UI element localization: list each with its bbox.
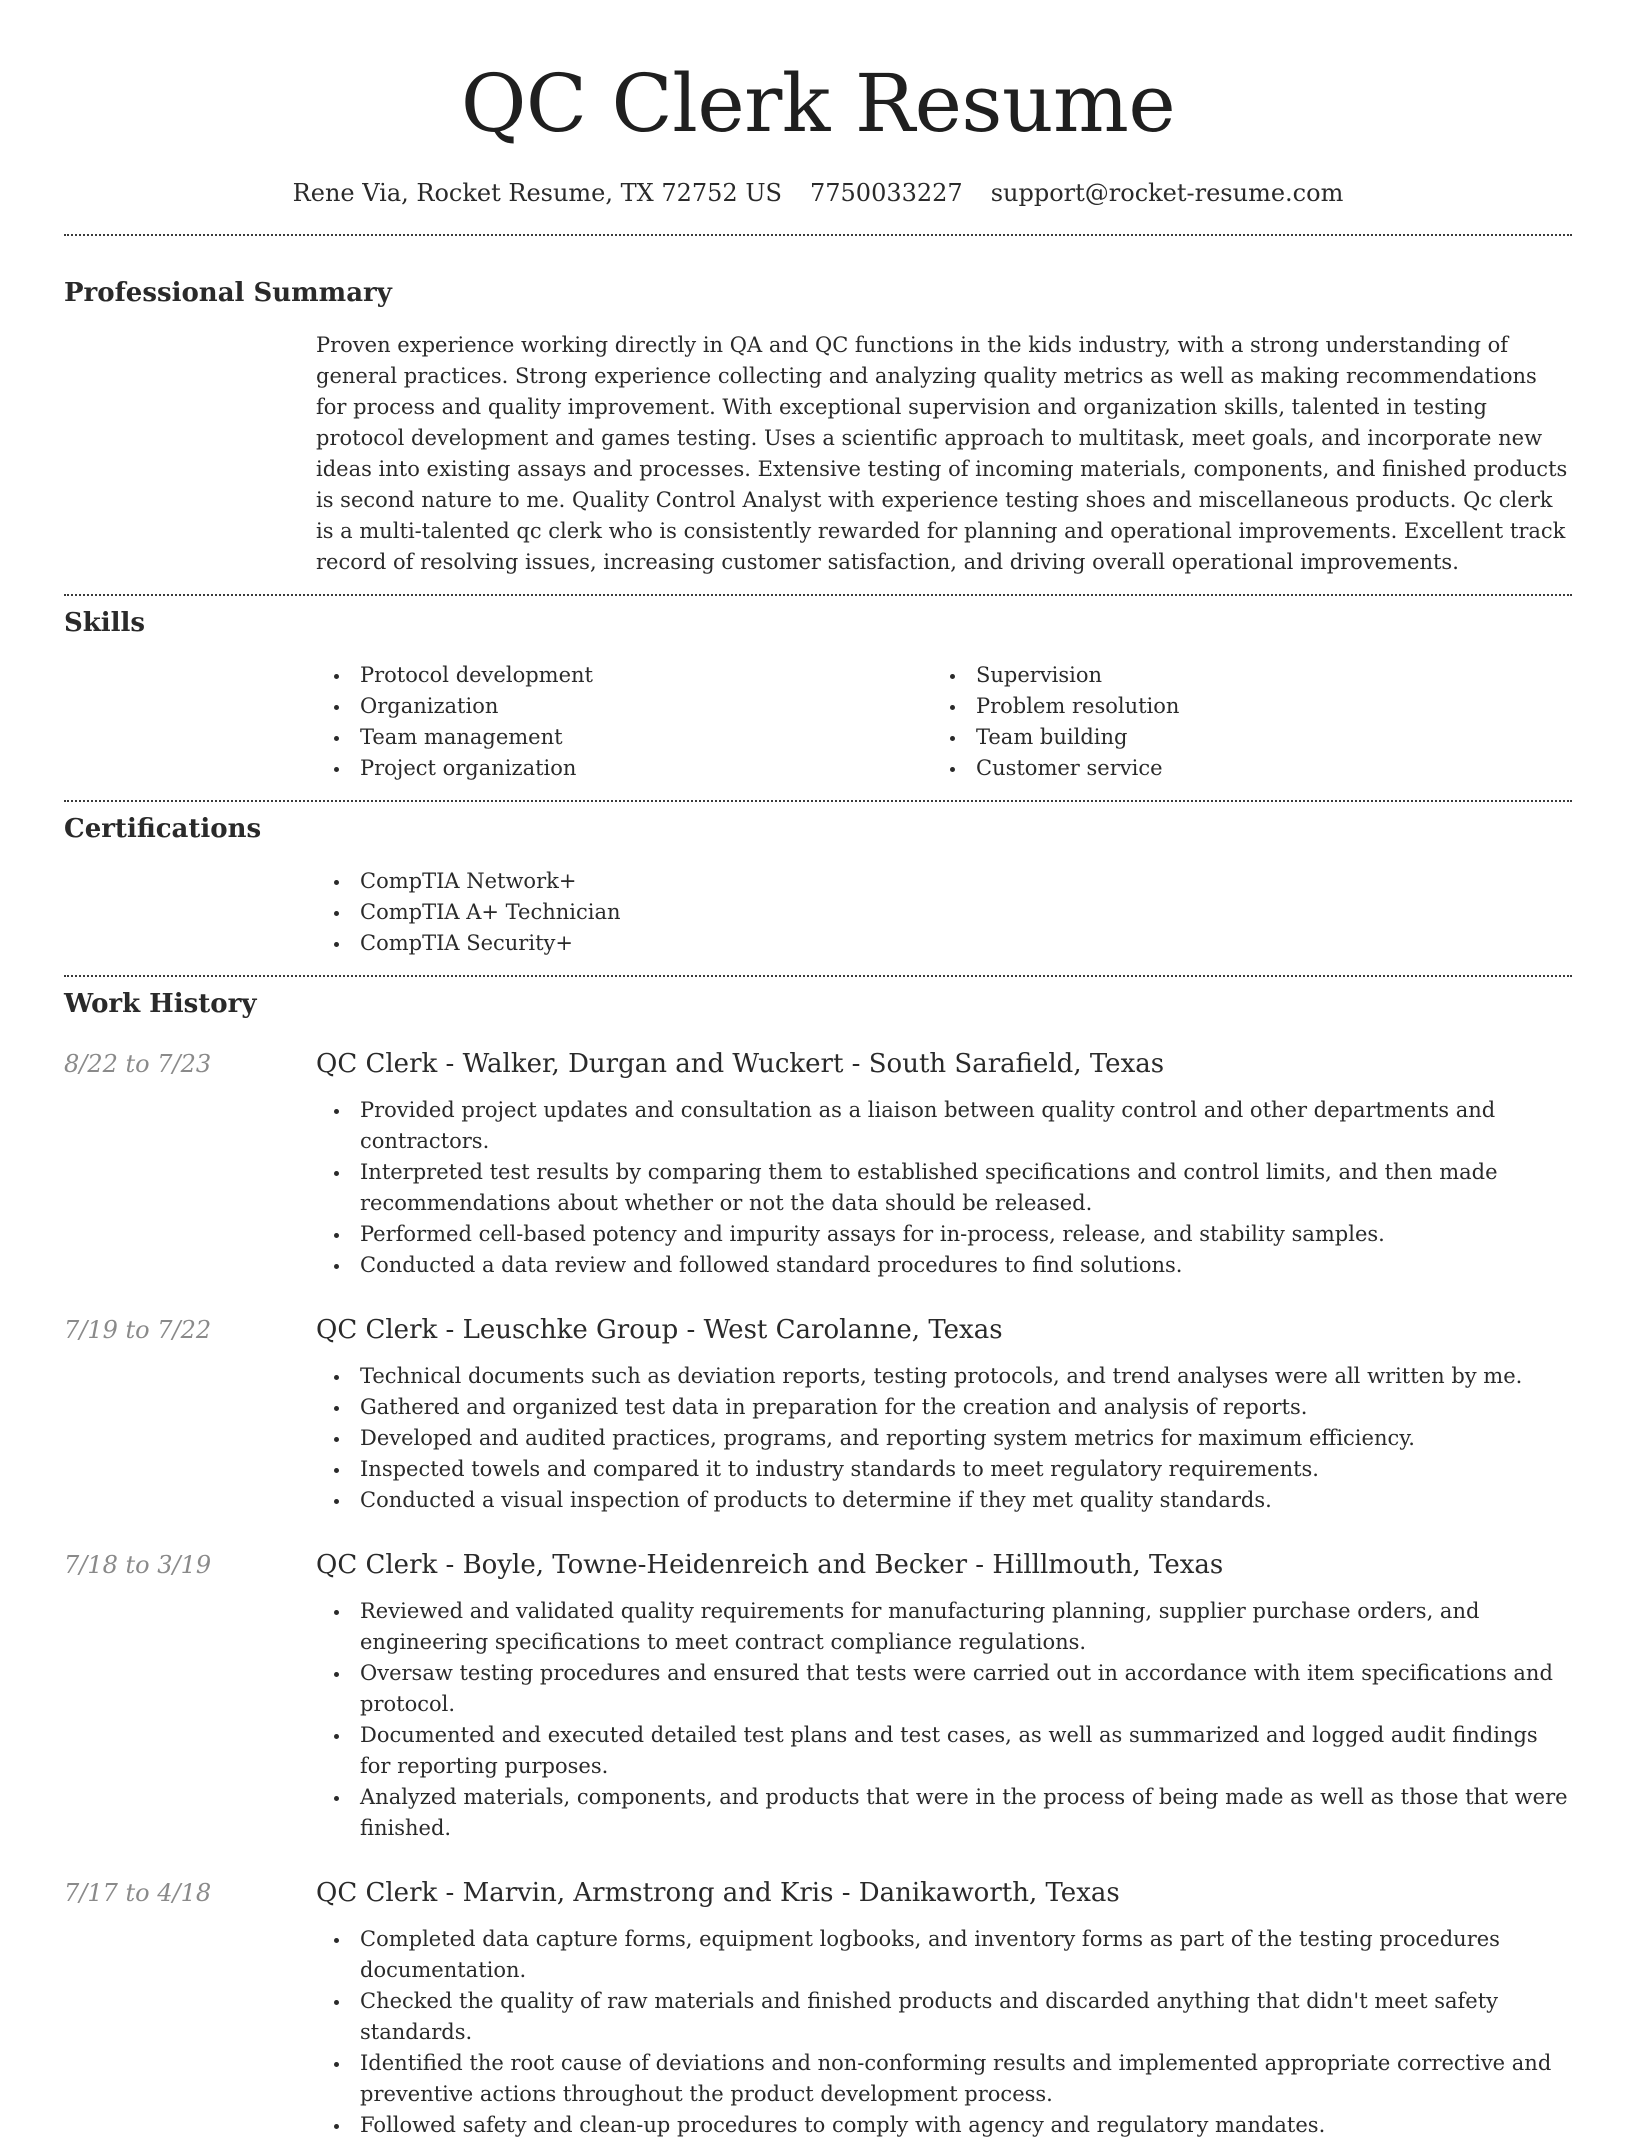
job-title: QC Clerk - Walker, Durgan and Wuckert - South Sarafield, Texas (316, 1049, 1165, 1079)
job-bullet: Interpreted test results by comparing them to established specifications and control limits, and then made recommendations about whether or not the data should be released. (316, 1157, 1572, 1219)
skill-item: Protocol development (316, 660, 932, 691)
job-bullets (316, 1596, 1572, 1844)
job-details (316, 1548, 1572, 1844)
job-entry (64, 1047, 1572, 1281)
job-bullet: Followed safety and clean-up procedures to comply with agency and regulatory mandates. (316, 2110, 1572, 2141)
skills-list-left (316, 660, 932, 784)
job-bullet: Conducted a visual inspection of products to determine if they met quality standards. (316, 1485, 1572, 1516)
job-dates: 7/18 to 3/19 (64, 1551, 212, 1579)
resume-page (64, 0, 1572, 2141)
job-details (316, 1047, 1572, 1281)
section-heading-summary: Professional Summary (64, 278, 392, 308)
job-bullets (316, 1095, 1572, 1281)
resume-title: QC Clerk Resume (460, 57, 1176, 150)
job-dates: 7/19 to 7/22 (64, 1316, 212, 1344)
skills-section (64, 606, 1572, 784)
certification-item: CompTIA Security+ (316, 928, 1572, 959)
job-bullet: Completed data capture forms, equipment logbooks, and inventory forms as part of the testing procedures documentation. (316, 1924, 1572, 1986)
section-heading-work-history: Work History (64, 989, 257, 1019)
job-title: QC Clerk - Leuschke Group - West Carolanne, Texas (316, 1315, 1003, 1345)
job-bullet: Checked the quality of raw materials and finished products and discarded anything that didn't meet safety standards. (316, 1986, 1572, 2048)
job-entry (64, 1313, 1572, 1516)
job-details (316, 1876, 1572, 2141)
certification-item: CompTIA Network+ (316, 866, 1572, 897)
job-bullet: Oversaw testing procedures and ensured that tests were carried out in accordance with item specifications and protocol. (316, 1658, 1572, 1720)
job-bullets (316, 1924, 1572, 2141)
summary-text: Proven experience working directly in QA and QC functions in the kids industry, with a strong understanding of general practices. Strong experience collecting and analyzing quality metrics as well as making recommendations for process and quality improvement. With exceptional supervision and organization skills, talented in testing protocol development and games testing. Uses a scientific approach to multitask, meet goals, and incorporate new ideas into existing assays and processes. Extensive testing of incoming materials, components, and finished products is second nature to me. Quality Control Analyst with experience testing shoes and miscellaneous products. Qc clerk is a multi-talented qc clerk who is consistently rewarded for planning and operational improvements. Excellent track record of resolving issues, increasing customer satisfaction, and driving overall operational improvements. (316, 333, 1568, 574)
divider (64, 234, 1572, 236)
job-entry (64, 1876, 1572, 2141)
job-bullet: Conducted a data review and followed standard procedures to find solutions. (316, 1250, 1572, 1281)
skill-item: Problem resolution (932, 691, 1548, 722)
job-bullet: Reviewed and validated quality requirements for manufacturing planning, supplier purchase orders, and engineering specifications to meet contract compliance regulations. (316, 1596, 1572, 1658)
certifications-section (64, 812, 1572, 959)
job-bullet: Developed and audited practices, programs, and reporting system metrics for maximum efficiency. (316, 1423, 1572, 1454)
skill-item: Supervision (932, 660, 1548, 691)
job-bullet: Performed cell-based potency and impurity assays for in-process, release, and stability samples. (316, 1219, 1572, 1250)
work-history-section (64, 987, 1572, 2141)
skill-item: Team building (932, 722, 1548, 753)
contact-phone: 7750033227 (810, 179, 963, 207)
contact-line (64, 176, 1572, 210)
section-heading-skills: Skills (64, 608, 146, 638)
certifications-list (316, 866, 1572, 959)
job-bullet: Technical documents such as deviation reports, testing protocols, and trend analyses were all written by me. (316, 1361, 1572, 1392)
divider (64, 800, 1572, 802)
skill-item: Customer service (932, 753, 1548, 784)
section-heading-certifications: Certifications (64, 814, 262, 844)
job-bullet: Gathered and organized test data in preparation for the creation and analysis of reports. (316, 1392, 1572, 1423)
skill-item: Project organization (316, 753, 932, 784)
contact-address: Rene Via, Rocket Resume, TX 72752 US (292, 179, 782, 207)
job-dates: 7/17 to 4/18 (64, 1879, 212, 1907)
job-title: QC Clerk - Boyle, Towne-Heidenreich and Becker - Hilllmouth, Texas (316, 1550, 1224, 1580)
job-dates: 8/22 to 7/23 (64, 1050, 212, 1078)
certification-item: CompTIA A+ Technician (316, 897, 1572, 928)
job-details (316, 1313, 1572, 1516)
job-bullet: Provided project updates and consultation as a liaison between quality control and other departments and contractors. (316, 1095, 1572, 1157)
skill-item: Team management (316, 722, 932, 753)
job-bullet: Inspected towels and compared it to industry standards to meet regulatory requirements. (316, 1454, 1572, 1485)
job-title: QC Clerk - Marvin, Armstrong and Kris - Danikaworth, Texas (316, 1878, 1120, 1908)
job-entry (64, 1548, 1572, 1844)
job-bullet: Analyzed materials, components, and products that were in the process of being made as well as those that were finished. (316, 1782, 1572, 1844)
job-bullet: Documented and executed detailed test plans and test cases, as well as summarized and logged audit findings for reporting purposes. (316, 1720, 1572, 1782)
contact-email: support@rocket-resume.com (990, 179, 1344, 207)
skills-list-right (932, 660, 1548, 784)
summary-section (64, 276, 1572, 578)
divider (64, 594, 1572, 596)
job-bullets (316, 1361, 1572, 1516)
skills-grid (316, 660, 1572, 784)
job-bullet: Identified the root cause of deviations and non-conforming results and implemented appropriate corrective and preventive actions throughout the product development process. (316, 2048, 1572, 2110)
divider (64, 975, 1572, 977)
skill-item: Organization (316, 691, 932, 722)
